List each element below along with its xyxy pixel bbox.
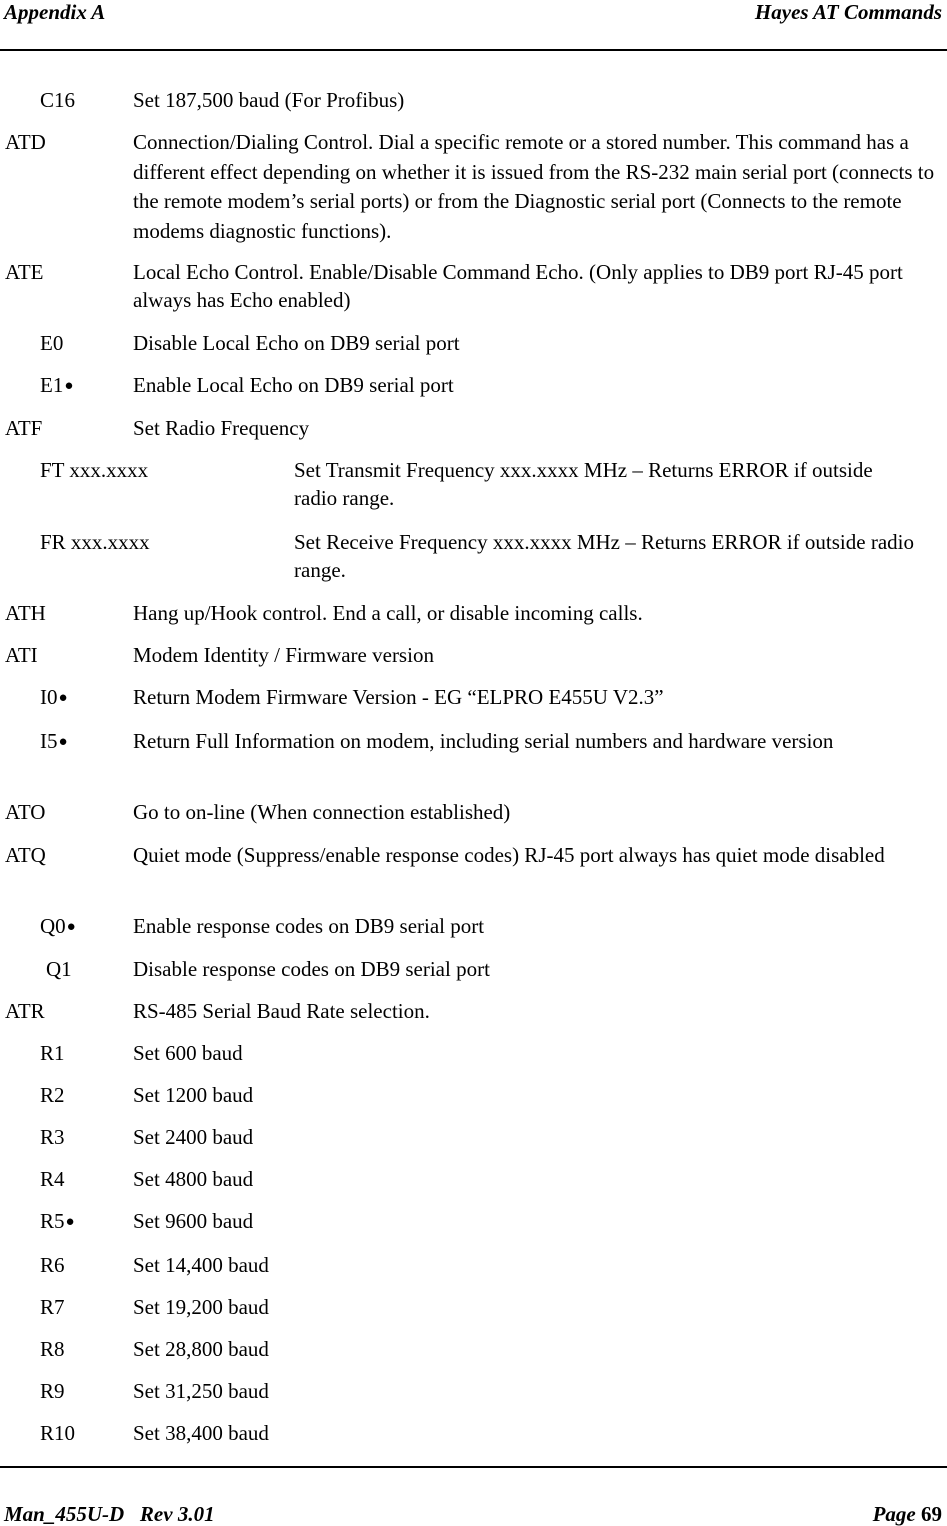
command-code-text: Q0 xyxy=(40,914,66,938)
command-description: Set 600 baud xyxy=(133,1041,243,1065)
command-code: R4 xyxy=(40,1167,65,1191)
command-code: ATQ xyxy=(5,843,46,867)
command-code: ATE xyxy=(5,260,44,284)
command-code: C16 xyxy=(40,88,76,112)
page-number: 69 xyxy=(921,1502,942,1526)
command-description: Set Receive Frequency xxx.xxxx MHz – Returns ERROR if outside radio range. xyxy=(294,530,914,582)
command-code: R3 xyxy=(40,1125,65,1149)
command-code: R2 xyxy=(40,1083,65,1107)
command-code: E0 xyxy=(40,331,64,355)
command-description: Set 187,500 baud (For Profibus) xyxy=(133,88,405,112)
command-code: ATR xyxy=(5,999,45,1023)
command-description: Set 2400 baud xyxy=(133,1125,254,1149)
default-bullet-icon: ● xyxy=(65,1214,75,1230)
command-code: R10 xyxy=(40,1421,76,1445)
command-code-text: E1 xyxy=(40,373,64,397)
running-footer-page xyxy=(873,1502,942,1526)
command-code: FR xxx.xxxx xyxy=(40,530,150,554)
command-description: Local Echo Control. Enable/Disable Command Echo. (Only applies to DB9 port RJ-45 port always has Echo enabled) xyxy=(133,260,903,312)
command-description: Set 14,400 baud xyxy=(133,1253,269,1277)
command-description: Set 19,200 baud xyxy=(133,1295,269,1319)
default-bullet-icon: ● xyxy=(66,919,76,935)
command-code-default xyxy=(40,1207,75,1238)
header-rule xyxy=(0,49,947,51)
command-code: R9 xyxy=(40,1379,65,1403)
command-code-default xyxy=(40,727,68,758)
command-description: Go to on-line (When connection established) xyxy=(133,800,511,824)
command-description: Enable response codes on DB9 serial port xyxy=(133,914,485,938)
command-code: ATO xyxy=(5,800,46,824)
command-code-text: I0 xyxy=(40,685,58,709)
default-bullet-icon: ● xyxy=(58,690,68,706)
default-bullet-icon: ● xyxy=(64,378,74,394)
command-code-text: I5 xyxy=(40,729,58,753)
command-description: Set 9600 baud xyxy=(133,1209,254,1233)
page-label: Page xyxy=(872,1502,916,1526)
running-header-chapter: Appendix A xyxy=(4,0,106,24)
command-description: Set Transmit Frequency xxx.xxxx MHz – Returns ERROR if outside radio range. xyxy=(294,458,873,510)
command-code: ATF xyxy=(5,416,43,440)
command-code-default xyxy=(40,683,68,714)
command-description: Set 28,800 baud xyxy=(133,1337,269,1361)
command-code: R7 xyxy=(40,1295,65,1319)
footer-rule xyxy=(0,1466,947,1468)
command-description: Disable response codes on DB9 serial port xyxy=(133,957,490,981)
command-description: Return Full Information on modem, including serial numbers and hardware version xyxy=(133,729,834,753)
command-description: Set 31,250 baud xyxy=(133,1379,269,1403)
command-code: ATD xyxy=(5,130,46,154)
command-description: Enable Local Echo on DB9 serial port xyxy=(133,373,454,397)
command-description: RS-485 Serial Baud Rate selection. xyxy=(133,999,430,1023)
command-code-default xyxy=(40,912,76,943)
command-code: R6 xyxy=(40,1253,65,1277)
command-description: Set 38,400 baud xyxy=(133,1421,269,1445)
command-description: Disable Local Echo on DB9 serial port xyxy=(133,331,460,355)
running-footer-manual: Man_455U-D Rev 3.01 xyxy=(4,1502,215,1526)
command-description: Set 4800 baud xyxy=(133,1167,254,1191)
running-header-title: Hayes AT Commands xyxy=(754,0,942,24)
command-code: ATI xyxy=(5,643,38,667)
command-description: Connection/Dialing Control. Dial a specific remote or a stored number. This command has a different effect depending on whether it is issued from the RS-232 main serial port (connects to the remote modem’s serial ports) or from the Diagnostic serial port (Connects to the remote modems diagnostic functions). xyxy=(133,130,935,243)
command-description: Return Modem Firmware Version - EG “ELPRO E455U V2.3” xyxy=(133,685,664,709)
command-code-default xyxy=(40,371,73,402)
default-bullet-icon: ● xyxy=(58,734,68,750)
command-description: Quiet mode (Suppress/enable response codes) RJ-45 port always has quiet mode disabled xyxy=(133,843,885,867)
command-code: FT xxx.xxxx xyxy=(40,458,149,482)
command-code: Q1 xyxy=(46,957,72,981)
command-description: Set Radio Frequency xyxy=(133,416,310,440)
command-code: R1 xyxy=(40,1041,65,1065)
command-description: Set 1200 baud xyxy=(133,1083,254,1107)
command-description: Modem Identity / Firmware version xyxy=(133,643,434,667)
command-code-text: R5 xyxy=(40,1209,65,1233)
command-description: Hang up/Hook control. End a call, or disable incoming calls. xyxy=(133,601,643,625)
command-code: R8 xyxy=(40,1337,65,1361)
command-code: ATH xyxy=(5,601,46,625)
